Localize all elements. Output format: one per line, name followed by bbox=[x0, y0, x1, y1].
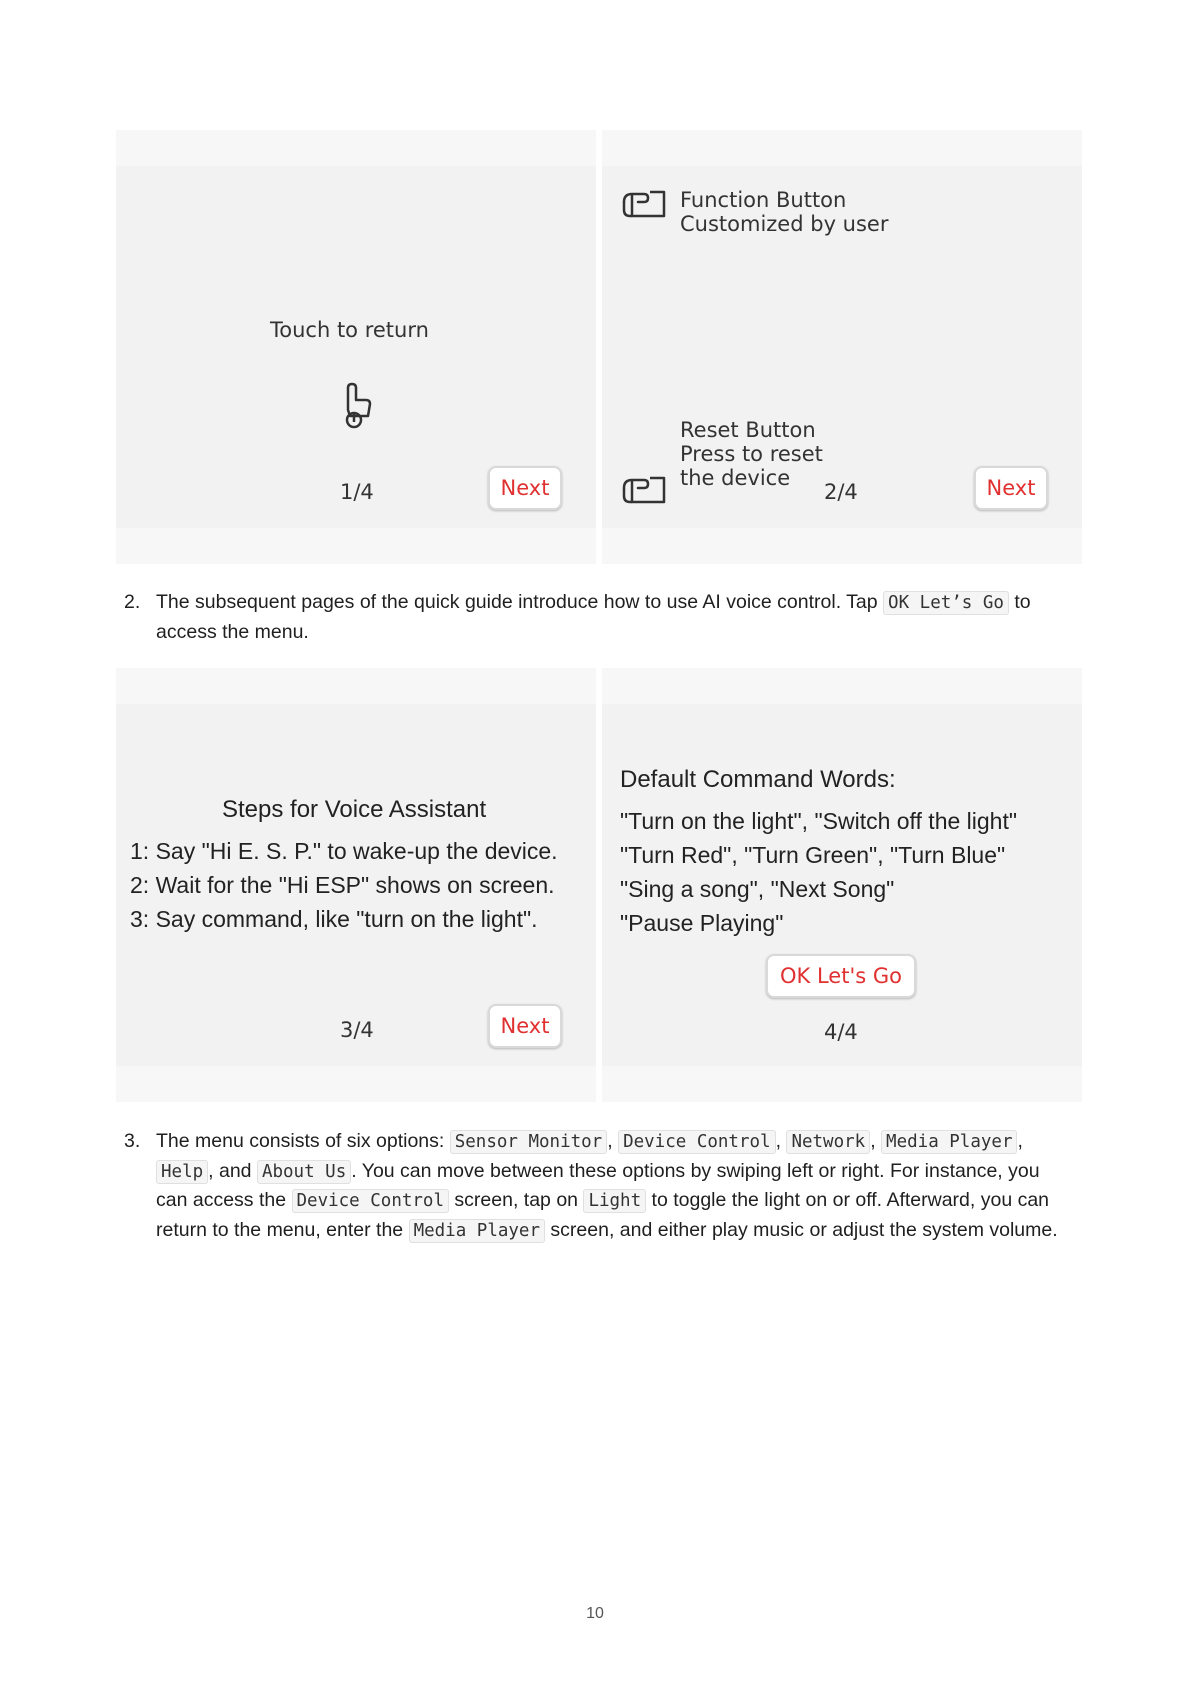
step-text: screen, tap on bbox=[449, 1189, 584, 1211]
step-text: . You can move between these options by swiping left or right. For instance, you can access the bbox=[156, 1159, 1040, 1211]
ok-lets-go-button[interactable]: OK Let's Go bbox=[766, 954, 916, 998]
function-button-title: Function Button bbox=[680, 188, 847, 212]
screen-top-band bbox=[116, 668, 596, 704]
code-device-control: Device Control bbox=[292, 1189, 450, 1213]
reset-button-line2: the device bbox=[680, 466, 791, 490]
next-button[interactable]: Next bbox=[488, 1004, 562, 1048]
screen-top-band bbox=[602, 668, 1082, 704]
step-text: , bbox=[1017, 1130, 1023, 1152]
screen-bottom-band bbox=[602, 528, 1082, 564]
step-text: , and bbox=[208, 1159, 257, 1182]
code-network: Network bbox=[786, 1130, 870, 1154]
screenshot-screen-4 bbox=[602, 668, 1082, 1102]
screen-top-band bbox=[602, 130, 1082, 166]
page-counter: 2/4 bbox=[824, 480, 858, 504]
command-words-title: Default Command Words: bbox=[620, 766, 896, 793]
step-text: , bbox=[870, 1130, 882, 1152]
next-button[interactable]: Next bbox=[974, 466, 1048, 510]
voice-step-1: 1: Say "Hi E. S. P." to wake-up the device. bbox=[130, 838, 558, 864]
page-counter: 4/4 bbox=[824, 1020, 858, 1044]
command-line: "Pause Playing" bbox=[620, 910, 784, 936]
reset-button-title: Reset Button bbox=[680, 418, 816, 442]
code-light: Light bbox=[583, 1189, 646, 1213]
next-button[interactable]: Next bbox=[488, 466, 562, 510]
code-sensor-monitor: Sensor Monitor bbox=[450, 1130, 608, 1154]
pointing-hand-icon bbox=[620, 472, 668, 506]
page-counter: 1/4 bbox=[340, 480, 374, 504]
pointing-hand-icon bbox=[620, 186, 668, 220]
code-about-us: About Us bbox=[257, 1160, 351, 1184]
code-media-player: Media Player bbox=[409, 1219, 545, 1243]
reset-button-line1: Press to reset bbox=[680, 442, 823, 466]
step-number: 2. bbox=[124, 591, 141, 613]
code-help: Help bbox=[156, 1160, 208, 1184]
voice-assistant-title: Steps for Voice Assistant bbox=[222, 796, 487, 823]
step-text: , bbox=[775, 1130, 787, 1152]
step-text: to toggle the light on or off. Afterward, you can return to the menu, enter the bbox=[156, 1189, 1050, 1241]
step-text: to access the menu. bbox=[156, 591, 1031, 643]
code-device-control: Device Control bbox=[618, 1130, 776, 1154]
screenshot-screen-3 bbox=[116, 668, 596, 1102]
step-number: 3. bbox=[124, 1130, 141, 1152]
step-text: The subsequent pages of the quick guide introduce how to use AI voice control. Tap bbox=[156, 591, 884, 613]
step-text: screen, and either play music or adjust the system volume. bbox=[545, 1218, 1058, 1241]
page-counter: 3/4 bbox=[340, 1018, 374, 1042]
step-2-paragraph bbox=[156, 588, 1076, 646]
code-ok-lets-go: OK Let’s Go bbox=[883, 591, 1009, 615]
screenshot-screen-2 bbox=[602, 130, 1082, 564]
step-3-paragraph bbox=[156, 1127, 1076, 1245]
screen-bottom-band bbox=[116, 528, 596, 564]
command-line: "Turn Red", "Turn Green", "Turn Blue" bbox=[620, 842, 1006, 868]
screen-top-band bbox=[116, 130, 596, 166]
voice-step-2: 2: Wait for the "Hi ESP" shows on screen. bbox=[130, 872, 555, 898]
step-text: , bbox=[607, 1130, 619, 1152]
code-media-player: Media Player bbox=[881, 1130, 1017, 1154]
screenshot-screen-1 bbox=[116, 130, 596, 564]
step-text: The menu consists of six options: bbox=[156, 1130, 450, 1152]
screen-bottom-band bbox=[116, 1066, 596, 1102]
command-line: "Sing a song", "Next Song" bbox=[620, 876, 895, 902]
touch-to-return-label: Touch to return bbox=[270, 318, 429, 342]
function-button-subtitle: Customized by user bbox=[680, 212, 889, 236]
command-line: "Turn on the light", "Switch off the light" bbox=[620, 808, 1018, 834]
screen-bottom-band bbox=[602, 1066, 1082, 1102]
voice-step-3: 3: Say command, like "turn on the light". bbox=[130, 906, 538, 932]
hand-tap-icon bbox=[336, 382, 372, 430]
page-number: 10 bbox=[586, 1605, 604, 1622]
